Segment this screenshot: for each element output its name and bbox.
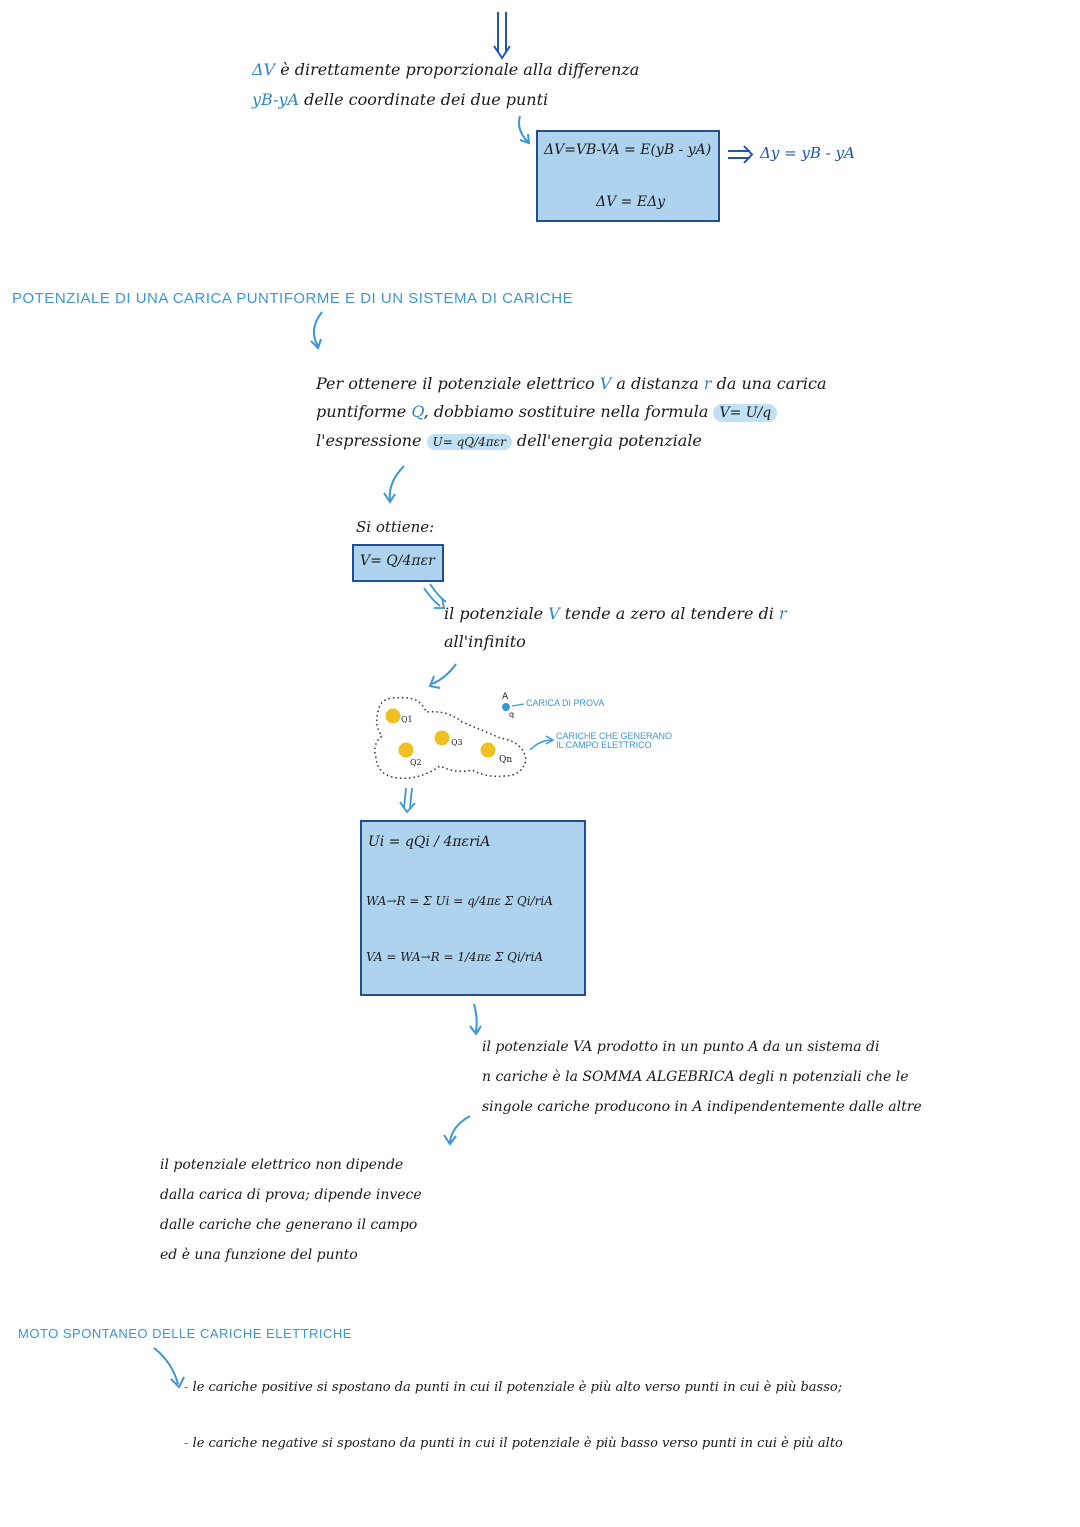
curved-arrow-icon — [390, 466, 404, 500]
v-formula-box — [352, 544, 444, 582]
note-line: dalle cariche che generano il campo — [160, 1217, 418, 1233]
text: dell'energia potenziale — [511, 431, 702, 450]
coordinate-difference-symbol: yB-yA — [252, 90, 300, 109]
positive-charges-text: le cariche positive si spostano da punti in cui il potenziale è più alto verso punti in cui è più basso; — [192, 1380, 843, 1395]
charge-label-qn: Qn — [499, 755, 513, 765]
paragraph-line-1 — [316, 370, 936, 398]
note-line: dalla carica di prova; dipende invece — [160, 1187, 422, 1203]
v-point-charge-formula: V= Q/4πεr — [360, 553, 435, 569]
delta-v-formula-box — [536, 130, 720, 222]
label-line: CARICHE CHE GENERANO — [556, 731, 673, 741]
limit-line-2: all'infinito — [444, 632, 526, 651]
delta-v-symbol: ΔV — [252, 60, 276, 79]
potential-paragraph — [316, 370, 936, 456]
delta-v-result: ΔV = EΔy — [596, 194, 666, 210]
section-title-spontaneous-motion: MOTO SPONTANEO DELLE CARICHE ELETTRICHE — [18, 1326, 352, 1341]
q-symbol: Q — [411, 402, 424, 421]
charge-qn — [481, 743, 496, 758]
work-formula: WA→R = Σ Ui = q/4πε Σ Qi/riA — [366, 894, 553, 908]
limit-line-1 — [444, 600, 787, 628]
charge-q2 — [399, 743, 414, 758]
test-charge-point-label: A — [502, 692, 509, 702]
v-symbol: V — [548, 604, 560, 623]
double-arrow-down-icon — [494, 12, 510, 58]
negative-charges-text: le cariche negative si spostano da punti in cui il potenziale è più basso verso punti in cui è più alto — [192, 1436, 843, 1451]
text: a distanza — [611, 374, 704, 393]
list-item — [184, 1436, 843, 1451]
statement-line: singole cariche producono in A indipendentemente dalle altre — [482, 1099, 922, 1115]
va-formula: VA = WA→R = 1/4πε Σ Qi/riA — [366, 950, 544, 964]
text: puntiforme — [316, 402, 412, 421]
note-line: il potenziale elettrico non dipende — [160, 1157, 404, 1173]
list-item — [184, 1380, 842, 1395]
charge-q1 — [386, 709, 401, 724]
section-title-potential: POTENZIALE DI UNA CARICA PUNTIFORME E DI UN SISTEMA DI CARICHE — [12, 290, 574, 307]
si-ottiene-label: Si ottiene: — [356, 518, 435, 536]
charge-label-q2: Q2 — [410, 758, 422, 767]
charge-q3 — [435, 731, 450, 746]
v-symbol: V — [599, 374, 612, 393]
curved-arrow-icon — [432, 664, 456, 684]
test-charge-q-label: q — [509, 710, 515, 719]
double-arrow-icon — [424, 584, 446, 608]
text: , dobbiamo sostituire nella formula — [423, 402, 714, 421]
curved-arrow-icon — [519, 116, 528, 142]
note-line: ed è una funzione del punto — [160, 1247, 358, 1263]
curved-arrow-icon — [154, 1348, 178, 1384]
delta-y-definition: Δy = yB - yA — [760, 144, 855, 162]
arrow-right-icon — [530, 740, 552, 750]
statement-line: n cariche è la SOMMA ALGEBRICA degli n potenziali che le — [482, 1069, 909, 1085]
bullet-dash: - — [184, 1380, 193, 1395]
limit-statement — [444, 600, 787, 656]
charge-label-q1: Q1 — [401, 715, 413, 724]
superposition-statement — [482, 1032, 922, 1122]
text: Per ottenere il potenziale elettrico — [316, 374, 600, 393]
paragraph-line-2 — [316, 398, 936, 427]
text: tende a zero al tendere di — [559, 604, 779, 623]
implies-arrow-icon — [728, 146, 752, 163]
v-u-over-q-formula: V= U/q — [713, 404, 777, 422]
proportional-statement-line1 — [252, 56, 639, 84]
line-text: è direttamente proporzionale alla differenza — [275, 60, 640, 79]
proportional-statement-line2 — [252, 86, 548, 114]
r-symbol: r — [779, 604, 787, 623]
label-line: IL CAMPO ELETTRICO — [556, 740, 652, 750]
line-text: delle coordinate dei due punti — [299, 90, 549, 109]
r-symbol: r — [703, 374, 712, 393]
generating-charges-label — [556, 732, 672, 750]
arrow-down-icon — [474, 1004, 477, 1032]
text: l'espressione — [316, 431, 427, 450]
curved-arrow-icon — [450, 1116, 470, 1142]
bullet-dash: - — [184, 1436, 193, 1451]
charge-label-q3: Q3 — [451, 738, 463, 747]
paragraph-line-3 — [316, 427, 936, 456]
u-energy-formula: U= qQ/4πεr — [427, 434, 512, 450]
double-arrow-icon — [400, 788, 415, 812]
text: il potenziale — [444, 604, 549, 623]
test-charge-label: CARICA DI PROVA — [526, 698, 605, 708]
potential-system-formula-box — [360, 820, 586, 996]
ui-formula: Ui = qQi / 4πεriA — [368, 834, 491, 850]
statement-line: il potenziale VA prodotto in un punto A da un sistema di — [482, 1039, 880, 1055]
delta-v-formula: ΔV=VB-VA = E(yB - yA) — [544, 142, 712, 158]
text: da una carica — [711, 374, 827, 393]
independence-note — [160, 1150, 422, 1270]
